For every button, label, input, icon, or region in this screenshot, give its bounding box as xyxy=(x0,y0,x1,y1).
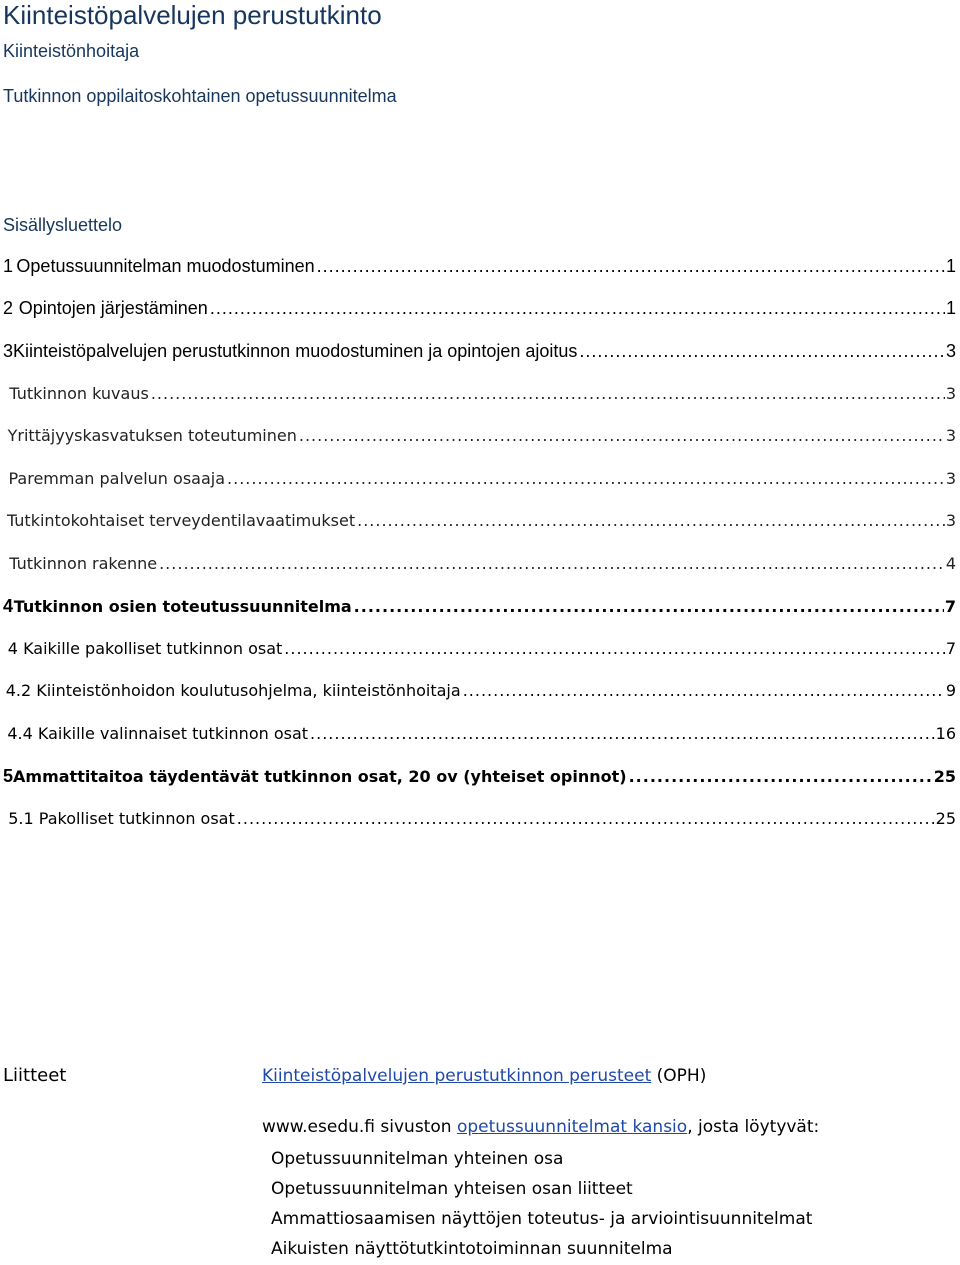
toc-entry-page: 1 xyxy=(945,298,956,318)
document-subtitle: Kiinteistönhoitaja xyxy=(3,41,140,61)
toc-entry-title: Ammattitaitoa täydentävät tutkinnon osat, 20 ov (yhteiset opinnot) xyxy=(13,767,627,786)
toc-entry-page: 3 xyxy=(945,341,956,361)
toc-leader-dots xyxy=(299,426,945,445)
toc-entry[interactable] xyxy=(0,639,960,667)
esedu-suffix: , josta löytyvät: xyxy=(687,1117,820,1137)
esedu-reference xyxy=(262,1117,819,1137)
toc-entry-title: Opetussuunnitelman muodostuminen xyxy=(16,256,315,276)
toc-entry-page: 4 xyxy=(945,554,956,573)
toc-entry[interactable] xyxy=(0,809,960,837)
toc-entry-number: 3 xyxy=(3,341,14,361)
toc-entry[interactable] xyxy=(0,511,960,539)
toc-leader-dots xyxy=(227,469,945,488)
appendix-item: Opetussuunnitelman yhteisen osan liitteet xyxy=(271,1179,633,1199)
toc-entry-page: 25 xyxy=(933,767,956,786)
toc-heading: Sisällysluettelo xyxy=(3,215,123,235)
toc-leader-dots xyxy=(284,639,945,658)
toc-entry-page: 3 xyxy=(945,426,956,445)
toc-entry-title: 4 Kaikille pakolliset tutkinnon osat xyxy=(7,639,283,658)
toc-entry-page: 3 xyxy=(945,384,956,403)
toc-entry[interactable] xyxy=(0,426,960,454)
toc-entry-page: 7 xyxy=(944,597,956,616)
toc-leader-dots xyxy=(354,597,944,616)
toc-entry-title: 5.1 Pakolliset tutkinnon osat xyxy=(8,809,235,828)
toc-entry-number: 5 xyxy=(3,766,14,786)
oph-perusteet-link[interactable]: Kiinteistöpalvelujen perustutkinnon perusteet xyxy=(262,1066,652,1086)
appendix-item: Ammattiosaamisen näyttöjen toteutus- ja arviointisuunnitelmat xyxy=(271,1209,813,1229)
toc-entry-page: 7 xyxy=(945,639,956,658)
toc-entry-number: 1 xyxy=(3,256,14,276)
toc-entry[interactable] xyxy=(0,341,960,369)
toc-entry[interactable] xyxy=(0,554,960,582)
toc-entry-title: Tutkinnon osien toteutussuunnitelma xyxy=(13,597,352,616)
toc-entry[interactable] xyxy=(0,596,960,624)
toc-entry-title: Tutkinnon kuvaus xyxy=(9,384,149,403)
toc-leader-dots xyxy=(629,767,933,786)
toc-entry-title: Kiinteistöpalvelujen perustutkinnon muodostuminen ja opintojen ajoitus xyxy=(13,341,578,361)
toc-entry[interactable] xyxy=(0,298,960,326)
toc-entry[interactable] xyxy=(0,384,960,412)
toc-entry-page: 1 xyxy=(945,256,956,276)
toc-leader-dots xyxy=(237,809,935,828)
toc-entry[interactable] xyxy=(0,256,960,284)
toc-entry-title: Yrittäjyyskasvatuksen toteutuminen xyxy=(7,426,297,445)
toc-entry-number: 4 xyxy=(3,596,14,616)
toc-entry[interactable] xyxy=(0,681,960,709)
toc-entry-title: Tutkinnon rakenne xyxy=(9,554,158,573)
toc-leader-dots xyxy=(317,256,945,277)
oph-suffix: (OPH) xyxy=(656,1066,707,1086)
toc-entry-title: 4.2 Kiinteistönhoidon koulutusohjelma, kiinteistönhoitaja xyxy=(5,681,461,700)
esedu-prefix: www.esedu.fi sivuston xyxy=(262,1117,452,1137)
toc-leader-dots xyxy=(463,681,945,700)
toc-entry-page: 9 xyxy=(945,681,956,700)
oph-reference xyxy=(262,1066,706,1086)
toc-entry-page: 25 xyxy=(935,809,956,828)
toc-leader-dots xyxy=(159,554,945,573)
toc-entry-title: Paremman palvelun osaaja xyxy=(8,469,226,488)
toc-entry-title: 4.4 Kaikille valinnaiset tutkinnon osat xyxy=(7,724,309,743)
toc-entry-title: Tutkintokohtaiset terveydentilavaatimukset xyxy=(6,511,356,530)
appendix-item: Opetussuunnitelman yhteinen osa xyxy=(271,1149,564,1169)
toc-leader-dots xyxy=(210,298,945,319)
toc-entry[interactable] xyxy=(0,766,960,794)
toc-entry[interactable] xyxy=(0,724,960,752)
document-name: Tutkinnon oppilaitoskohtainen opetussuunnitelma xyxy=(3,86,397,106)
toc-entry-page: 16 xyxy=(935,724,956,743)
opetussuunnitelmat-folder-link[interactable]: opetussuunnitelmat kansio xyxy=(456,1117,688,1137)
toc-leader-dots xyxy=(310,724,935,743)
toc-entry-page: 3 xyxy=(945,511,956,530)
document-title: Kiinteistöpalvelujen perustutkinto xyxy=(3,0,382,30)
toc-leader-dots xyxy=(151,384,945,403)
toc-entry-number: 2 xyxy=(3,298,14,318)
toc-entry-title: Opintojen järjestäminen xyxy=(18,298,208,318)
appendices-label: Liitteet xyxy=(3,1065,67,1086)
toc-leader-dots xyxy=(357,511,945,530)
appendix-item: Aikuisten näyttötutkintotoiminnan suunnitelma xyxy=(271,1239,673,1259)
toc-entry[interactable] xyxy=(0,469,960,497)
toc-entry-page: 3 xyxy=(945,469,956,488)
toc-leader-dots xyxy=(579,341,945,362)
